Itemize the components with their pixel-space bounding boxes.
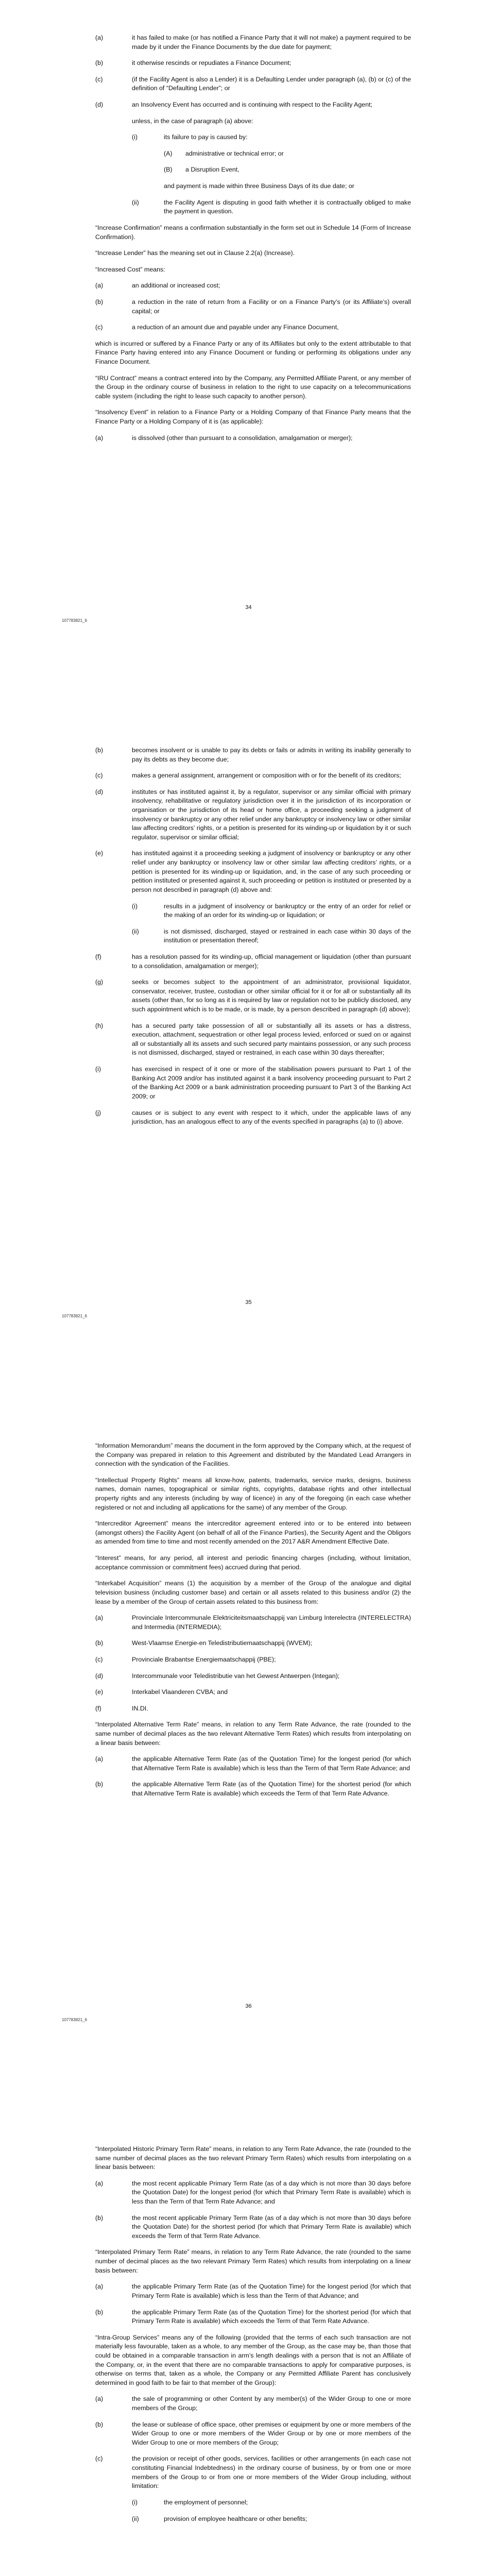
list-item-text: administrative or technical error; or [185, 149, 284, 157]
list-item-text: Interkabel Vlaanderen CVBA; and [132, 1688, 228, 1696]
list-item [95, 1704, 411, 1714]
list-item [95, 1755, 411, 1773]
list-item-text: the employment of personnel; [164, 2498, 248, 2506]
list-item-text: the provision or receipt of other goods, services, facilities or other arrangements (in each case not constituting Financial Indebtedness) in the ordinary course of business, by or from one or more members of the Group to or from one or more members of the Wider Group including, without limitation: [132, 2455, 411, 2490]
list-item-text: has instituted against it a proceeding seeking a judgment of insolvency or bankruptcy or any other relief under any bankruptcy or insolvency law or other similar law affecting creditors’ rights, or a petition is presented for its winding-up or liquidation, and, in the case of any such proceeding or petition instituted or presented against it, such proceeding or petition is instituted or presented by a person not described in paragraph (d) above and: [132, 850, 411, 893]
definition-paragraph: which is incurred or suffered by a Finance Party or any of its Affiliates but only to the extent attributable to that Finance Party having entered into any Finance Document or funding or performing its obligations under any Finance Document. [95, 340, 411, 366]
document-page-36 [0, 1406, 497, 2110]
list-item-text: its failure to pay is caused by: [164, 133, 248, 141]
page-number: 36 [245, 2003, 252, 2009]
list-item [95, 198, 411, 216]
list-item-text: the lease or sublease of office space, other premises or equipment by one or more members of the Wider Group to one or more members of the Wider Group or by one or more members of the Wider Group to one or more members of the Group; [132, 2420, 411, 2446]
list-item-text: has exercised in respect of it one or more of the stabilisation powers pursuant to Part 1 of the Banking Act 2009 and/or has instituted against it a bank insolvency proceeding pursuant to Part 2 of the Banking Act 2009 or a bank administration proceeding pursuant to Part 3 of the Banking Act 2009; or [132, 1065, 411, 1100]
document-reference: 107783821_6 [62, 618, 87, 623]
definition-paragraph: “Interpolated Primary Term Rate” means, in relation to any Term Rate Advance, the rate (rounded to the same number of decimal places as the two relevant Primary Term Rates) which results from interpolating on a linear basis between: [95, 2248, 411, 2274]
list-item-label: (d) [95, 788, 104, 795]
list-item-text: a reduction of an amount due and payable under any Finance Document, [132, 324, 339, 331]
list-item-label: (a) [95, 2283, 104, 2291]
list-item [95, 2420, 411, 2448]
list-item-label: (c) [95, 2455, 103, 2463]
list-item [95, 2498, 411, 2507]
list-item [95, 1639, 411, 1648]
list-item-text: (if the Facility Agent is also a Lender) it is a Defaulting Lender under paragraph (a), (b) or (c) of the definition of “Defaulting Lender”; or [132, 75, 411, 92]
list-item [95, 165, 411, 175]
list-item [95, 1655, 411, 1665]
list-item [95, 33, 411, 52]
list-item-text: the most recent applicable Primary Term Rate (as of a day which is not more than 30 days before the Quotation Date) for the shortest period (for which that Primary Term Rate is available) which exceeds the Term of that Term Rate Advance. [132, 2214, 411, 2240]
list-item-label: (b) [95, 59, 104, 67]
list-item-text: it otherwise rescinds or repudiates a Finance Document; [132, 59, 292, 67]
list-item [95, 1109, 411, 1127]
list-item [95, 133, 411, 142]
definition-paragraph: “Interpolated Historic Primary Term Rate” means, in relation to any Term Rate Advance, the rate (rounded to the same number of decimal places as the two relevant Primary Term Rates) which results from interpolating on a linear basis between: [95, 2145, 411, 2171]
list-item [95, 2179, 411, 2207]
document-reference: 107783821_6 [62, 2018, 87, 2022]
list-item-label: (i) [132, 133, 138, 141]
list-item [95, 59, 411, 68]
list-item-label: (e) [95, 1688, 104, 1696]
continuation-paragraph: unless, in the case of paragraph (a) above: [132, 117, 253, 125]
list-item-text: makes a general assignment, arrangement or composition with or for the benefit of its creditors; [132, 772, 401, 779]
list-item [95, 1780, 411, 1798]
list-item-text: has a secured party take possession of all or substantially all its assets or has a distress, execution, attachment, sequestration or other legal process levied, enforced or sued on or against all or substantially all its assets and such secured party maintains possession, or any such process is not dismissed, discharged, stayed or restrained, in each case within 30 days thereafter; [132, 1022, 411, 1057]
list-item-label: (a) [95, 1614, 104, 1622]
list-item-text: the applicable Alternative Term Rate (as of the Quotation Time) for the longest period (for which that Alternative Term Rate is available) which is less than the Term of that Term Rate Advance; and [132, 1755, 411, 1772]
list-item-text: a Disruption Event, [185, 166, 239, 174]
list-item [95, 902, 411, 920]
list-item-text: is not dismissed, discharged, stayed or restrained in each case within 30 days of the institution or presentation thereof; [164, 927, 411, 944]
list-item-label: (a) [95, 2395, 104, 2403]
list-item-text: the most recent applicable Primary Term Rate (as of a day which is not more than 30 days before the Quotation Date) for the longest period (for which that Primary Term Rate is available) which is less than the Term of that Term Rate Advance; and [132, 2179, 411, 2206]
list-item-label: (b) [95, 2420, 104, 2428]
list-item-text: IN.DI. [132, 1704, 148, 1712]
list-item [95, 771, 411, 781]
list-item-label: (i) [95, 1065, 101, 1073]
list-item-label: (b) [95, 2308, 104, 2316]
definition-paragraph: “Interest” means, for any period, all interest and periodic financing charges (including, without limitation, acceptance commission or commitment fees) accrued during that period. [95, 1554, 411, 1571]
list-item-text: provision of employee healthcare or other benefits; [164, 2515, 307, 2522]
list-item-label: (b) [95, 298, 104, 306]
list-item-label: (A) [164, 149, 173, 157]
list-item [95, 75, 411, 93]
list-item [95, 1688, 411, 1697]
page-number: 35 [245, 1299, 252, 1306]
list-item [95, 2515, 411, 2524]
list-item-text: the applicable Primary Term Rate (as of the Quotation Time) for the shortest period (for which that Primary Term Rate is available) which exceeds the Term of that Term Rate Advance. [132, 2308, 411, 2325]
list-item-label: (j) [95, 1109, 101, 1116]
list-item-label: (e) [95, 850, 104, 857]
definition-paragraph: “Interpolated Alternative Term Rate” means, in relation to any Term Rate Advance, the rate (rounded to the same number of decimal places as the two relevant Alternative Term Rates) which results from interpolating on a linear basis between: [95, 1721, 411, 1747]
page-number: 34 [245, 604, 252, 611]
list-item-text: a reduction in the rate of return from a Facility or on a Finance Party’s (or its Affiliate’s) overall capital; or [132, 298, 411, 315]
list-item-label: (b) [95, 1639, 104, 1647]
list-item-text: an additional or increased cost; [132, 282, 220, 290]
list-item-text: Provinciale Intercommunale Elektriciteitsmaatschappij van Limburg Interelectra (INTERELECTRA) and Intermedia (INTERMEDIA); [132, 1614, 411, 1631]
definition-paragraph: “Intra-Group Services” means any of the following (provided that the terms of each such transaction are not materially less favourable, taken as a whole, to any member of the Group, as the case may be, than those that could be obtained in a comparable transaction in arm’s length dealings with a person that is not an Affiliate of the Company, or, in the event that there are no comparable transactions to apply for comparative purposes, is otherwise on terms that, taken as a whole, the Company or any Permitted Affiliate Parent has conclusively determined in good faith to be fair to that member of the Group): [95, 2333, 411, 2386]
list-item-label: (f) [95, 1704, 101, 1712]
list-item-label: (b) [95, 2214, 104, 2222]
list-item-label: (f) [95, 953, 101, 960]
list-item-text: results in a judgment of insolvency or bankruptcy or the entry of an order for relief or the making of an order for its winding-up or liquidation; or [164, 902, 411, 919]
list-item [95, 953, 411, 971]
list-item-text: the sale of programming or other Content by any member(s) of the Wider Group to one or more members of the Group; [132, 2395, 411, 2412]
list-item [95, 281, 411, 291]
list-item-label: (B) [164, 166, 173, 174]
definition-paragraph: “Intellectual Property Rights” means all know-how, patents, trademarks, service marks, designs, business names, domain names, topographical or similar rights, copyrights, database rights and other intellectual property rights and any interests (including by way of licence) in any of the foregoing (in each case whether registered or not and including all applications for the same) of any member of the Group. [95, 1476, 411, 1511]
list-item [95, 746, 411, 764]
list-item [95, 323, 411, 332]
list-item-label: (ii) [132, 927, 139, 935]
definition-paragraph: “Increase Lender” has the meaning set out in Clause 2.2(a) (Increase). [95, 249, 295, 257]
list-item-label: (a) [95, 434, 104, 442]
list-item-label: (d) [95, 1672, 104, 1680]
definition-paragraph: “Interkabel Acquisition” means (1) the acquisition by a member of the Group of the analogue and digital television business (including customer base) and certain or all assets related to this business and/or (2) the lease by a member of the Group of certain assets related to this business from: [95, 1580, 411, 1605]
list-item-text: becomes insolvent or is unable to pay its debts or fails or admits in writing its inability generally to pay its debts as they become due; [132, 747, 411, 763]
list-item [95, 1022, 411, 1058]
list-item-text: seeks or becomes subject to the appointment of an administrator, provisional liquidator, conservator, receiver, trustee, custodian or other similar official for it or for all or substantially all its assets (other than, for so long as it is required by law or regulation not to be publicly disclosed, any such appointment which is to be made, or is made, by a person described in paragraph (d) above); [132, 978, 411, 1013]
list-item-label: (h) [95, 1022, 104, 1029]
list-item-label: (i) [132, 902, 138, 910]
definition-paragraph: “Insolvency Event” in relation to a Finance Party or a Holding Company of that Finance Party means that the Finance Party or a Holding Company of it is (as applicable): [95, 409, 411, 426]
page-content [95, 2145, 411, 2523]
list-item [95, 849, 411, 894]
page-content [95, 33, 411, 443]
definition-paragraph: “Intercreditor Agreement” means the intercreditor agreement entered into or to be entered into between (amongst others) the Facility Agent (on behalf of all of the Finance Parties), the Security Agent and the Obligors as amended from time to time and most recently amended on the 2017 A&R Amendment Effective Date. [95, 1520, 411, 1546]
continuation-paragraph: and payment is made within three Business Days of its due date; or [164, 182, 354, 190]
document-reference: 107783821_6 [62, 1314, 87, 1318]
list-item-text: causes or is subject to any event with respect to it which, under the applicable laws of any jurisdiction, has an analogous effect to any of the events specified in paragraphs (a) to (i) above. [132, 1109, 411, 1126]
definition-paragraph: “Increased Cost” means: [95, 265, 165, 273]
list-item [95, 434, 411, 443]
list-item-label: (c) [95, 75, 103, 83]
list-item-text: institutes or has instituted against it, by a regulator, supervisor or any similar official with primary insolvency, rehabilitative or regulatory jurisdiction over it in the jurisdiction of its incorporation or organisation or the jurisdiction of its head or home office, a proceeding seeking a judgment of insolvency or bankruptcy or any other relief under any bankruptcy or insolvency law or other similar law affecting creditors’ rights, or a petition is presented for its winding-up or liquidation by it or such regulator, supervisor or similar official; [132, 788, 411, 841]
list-item [95, 2282, 411, 2300]
list-item [95, 1614, 411, 1632]
list-item-label: (c) [95, 1655, 103, 1663]
list-item-label: (b) [95, 1781, 104, 1788]
document-page-34 [0, 0, 497, 703]
list-item [95, 927, 411, 945]
list-item-label: (ii) [132, 2515, 139, 2522]
list-item-label: (ii) [132, 198, 139, 206]
list-item [95, 100, 411, 110]
list-item [95, 978, 411, 1014]
list-item [95, 2214, 411, 2241]
list-item-label: (a) [95, 1755, 104, 1763]
list-item-label: (g) [95, 978, 104, 986]
list-item-text: is dissolved (other than pursuant to a consolidation, amalgamation or merger); [132, 434, 353, 442]
list-item [95, 1672, 411, 1681]
list-item [95, 2454, 411, 2490]
list-item [95, 149, 411, 159]
list-item-text: West-Vlaamse Energie-en Teledistributiemaatschappij (WVEM); [132, 1639, 313, 1647]
list-item [95, 788, 411, 842]
definition-paragraph: “Information Memorandum” means the document in the form approved by the Company which, at the request of the Company was prepared in relation to this Agreement and distributed by the Mandated Lead Arrangers in connection with the syndication of the Facilities. [95, 1442, 411, 1468]
list-item-label: (d) [95, 101, 104, 109]
list-item-text: it has failed to make (or has notified a Finance Party that it will not make) a payment required to be made by it under the Finance Documents by the due date for payment; [132, 34, 411, 50]
list-item-label: (a) [95, 2179, 104, 2187]
page-content [95, 746, 411, 1127]
list-item-text: the applicable Alternative Term Rate (as of the Quotation Time) for the shortest period (for which that Alternative Term Rate is available) which exceeds the Term of that Term Rate Advance. [132, 1781, 411, 1798]
list-item-text: the Facility Agent is disputing in good faith whether it is contractually obliged to make the payment in question. [164, 198, 411, 215]
list-item-text: the applicable Primary Term Rate (as of the Quotation Time) for the longest period (for which that Primary Term Rate is available) which is less than the Term of that Advance; and [132, 2283, 411, 2299]
list-item-label: (i) [132, 2498, 138, 2506]
list-item-label: (a) [95, 282, 104, 290]
list-item-label: (a) [95, 34, 104, 41]
definition-paragraph: “Increase Confirmation” means a confirmation substantially in the form set out in Schedule 14 (Form of Increase Confirmation). [95, 224, 411, 241]
list-item [95, 1065, 411, 1101]
list-item-text: Intercommunale voor Teledistributie van het Gewest Antwerpen (Integan); [132, 1672, 340, 1680]
list-item-label: (c) [95, 772, 103, 779]
list-item-label: (c) [95, 324, 103, 331]
list-item-text: an Insolvency Event has occurred and is continuing with respect to the Facility Agent; [132, 101, 372, 109]
definition-paragraph: “IRU Contract” means a contract entered into by the Company, any Permitted Affiliate Parent, or any member of the Group in the ordinary course of business in relation to the right to use capacity on a telecommunications cable system (including the right to lease such capacity to another person). [95, 374, 411, 400]
list-item-label: (b) [95, 747, 104, 754]
list-item [95, 298, 411, 316]
list-item [95, 2395, 411, 2413]
list-item [95, 2308, 411, 2326]
list-item-text: Provinciale Brabantse Energiemaatschappij (PBE); [132, 1655, 276, 1663]
list-item-text: has a resolution passed for its winding-up, official management or liquidation (other than pursuant to a consolidation, amalgamation or merger); [132, 953, 411, 970]
page-content [95, 1442, 411, 1799]
document-page-37 [0, 2110, 497, 2576]
document-page-35 [0, 703, 497, 1406]
